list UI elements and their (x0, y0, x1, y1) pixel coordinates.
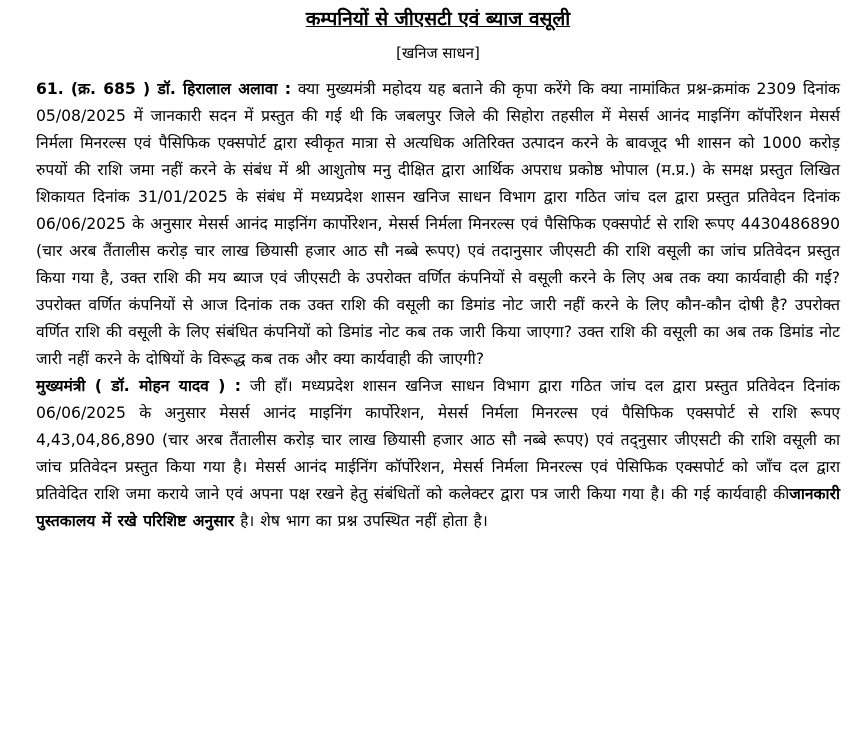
question-text: क्या मुख्यमंत्री महोदय यह बताने की कृपा करेंगे कि क्या नामांकित प्रश्न-क्रमांक 2309 दिनांक 05/08/2025 में जानकारी सदन में प्रस्तुत की गई थी कि जबलपुर जिले की सिहोरा तहसील में मेसर्स आनंद माइनिंग कॉर्पोरेशन मेसर्स निर्मला मिनरल्स एवं पैसिफिक एक्सपोर्ट द्वारा स्वीकृत मात्रा से अत्यधिक अतिरिक्त उत्पादन करने के बावजूद भी शासन को 1000 करोड़ रुपयों की राशि जमा नहीं करने के संबंध में श्री आशुतोष मनु दीक्षित द्वारा आर्थिक अपराध प्रकोष्ठ भोपाल (म.प्र.) के समक्ष प्रस्तुत लिखित शिकायत दिनांक 31/01/2025 के संबंध में मध्यप्रदेश शासन खनिज साधन विभाग द्वारा गठित जांच दल द्वारा प्रस्तुत प्रतिवेदन दिनांक 06/06/2025 के अनुसार मेसर्स आनंद माइनिंग कार्पोरेशन, मेसर्स निर्मला मिनरल्स एवं पैसिफिक एक्सपोर्ट से राशि रूपए 4430486890 (चार अरब तैंतालीस करोड़ चार लाख छियासी हजार आठ सौ नब्बे रूपए) एवं तदानुसार जीएसटी की राशि वसूली का जांच प्रतिवेदन प्रस्तुत किया गया है, उक्त राशि की मय ब्याज एवं जीएसटी के उपरोक्त वर्णित कंपनियों से वसूली करने के लिए अब तक क्या कार्यवाही की गई? उपरोक्त वर्णित कंपनियों से आज दिनांक तक उक्त राशि की वसूली का डिमांड नोट जारी नहीं करने के लिए कौन-कौन दोषी है? उपरोक्त वर्णित राशि की वसूली के लिए संबंधित कंपनियों को डिमांड नोट कब तक जारी किया जाएगा? उक्त राशि की वसूली का अब तक डिमांड नोट जारी नहीं करने के दोषियों के विरूद्ध कब तक और क्या कार्यवाही की जाएगी? (36, 80, 840, 368)
department-subtitle: [खनिज साधन] (396, 44, 480, 62)
answer-speaker: मुख्यमंत्री ( डॉ. मोहन यादव ) : (36, 377, 241, 395)
document-title: कम्पनियों से जीएसटी एवं ब्याज वसूली (305, 8, 571, 30)
answer-end-text: है। शेष भाग का प्रश्न उपस्थित नहीं होता है। (234, 512, 488, 530)
question-paragraph (36, 76, 840, 373)
answer-text: जी हाँ। मध्यप्रदेश शासन खनिज साधन विभाग द्वारा गठित जांच दल द्वारा प्रस्तुत प्रतिवेदन दिनांक 06/06/2025 के अनुसार मेसर्स आनंद माइनिंग कार्पोरेशन, मेसर्स निर्मला मिनरल्स एवं पैसिफिक एक्सपोर्ट से राशि रूपए 4,43,04,86,890 (चार अरब तैंतालीस करोड़ चार लाख छियासी हजार आठ सौ नब्बे रूपए) एवं तद्नुसार जीएसटी की राशि वसूली का जांच प्रतिवेदन प्रस्तुत किया गया है। मेसर्स आनंद माईनिंग कॉर्पोरेशन, मेसर्स निर्मला मिनरल्स एवं पेसिफिक एक्सपोर्ट को जाँच दल द्वारा प्रतिवेदित राशि जमा कराये जाने एवं अपना पक्ष रखने हेतु संबंधितों को कलेक्टर द्वारा पत्र जारी किया गया है। की गई कार्यवाही की (36, 377, 841, 503)
question-number: 61. (क्र. 685 ) डॉ. हिरालाल अलावा : (36, 80, 292, 98)
answer-bold-reference: जानकारी पुस्तकालय में रखे परिशिष्ट अनुसार (36, 485, 840, 530)
answer-paragraph (36, 373, 840, 535)
document-page (36, 6, 840, 535)
